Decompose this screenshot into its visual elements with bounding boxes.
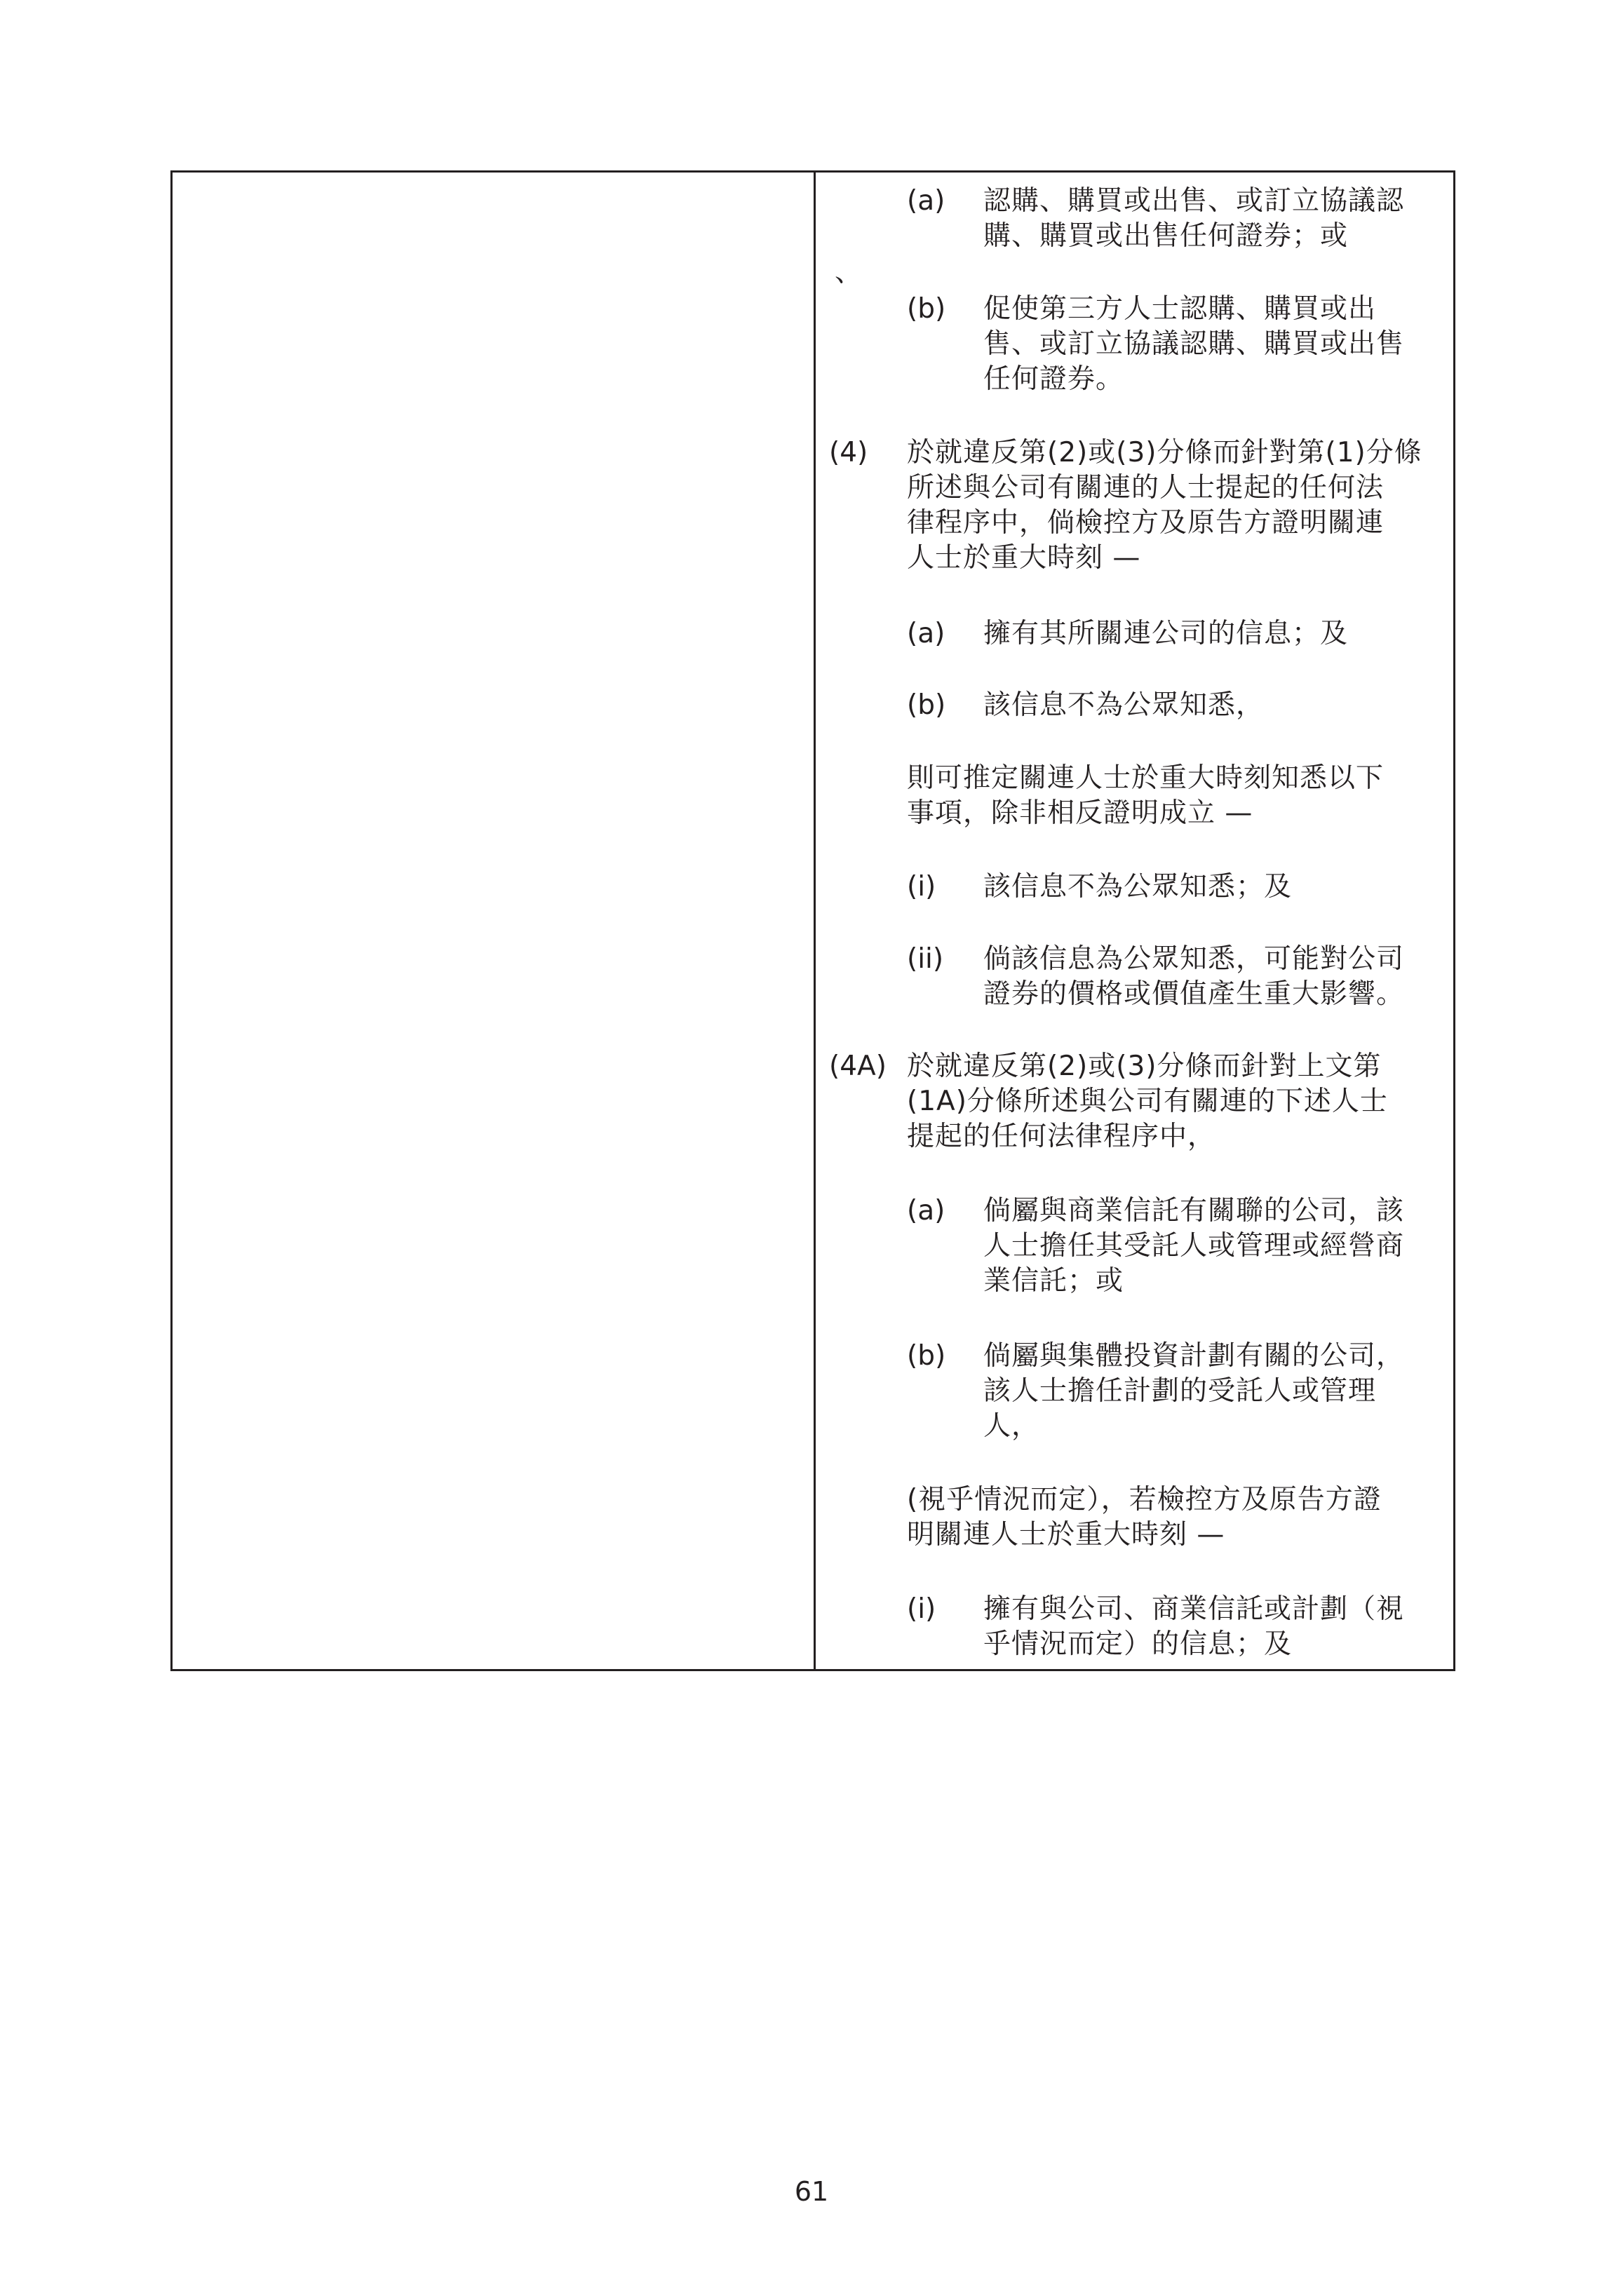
item-label: (a) <box>907 185 945 217</box>
item-text: 該人士擔任計劃的受託人或管理 <box>983 1375 1377 1407</box>
paragraph-text: (視乎情況而定），若檢控方及原告方證 <box>907 1484 1382 1515</box>
item-text: 擁有其所關連公司的信息；及 <box>983 618 1349 649</box>
item-text: 於就違反第(2)或(3)分條而針對第(1)分條 <box>907 437 1422 468</box>
item-text: 售、或訂立協議認購、購買或出售 <box>983 328 1405 360</box>
item-text: 購、購買或出售任何證券；或 <box>983 220 1349 252</box>
item-text: 提起的任何法律程序中， <box>907 1121 1216 1152</box>
item-text: 人士於重大時刻 — <box>907 542 1141 574</box>
item-text: 該信息不為公眾知悉， <box>983 689 1265 721</box>
paragraph-text: 明關連人士於重大時刻 — <box>907 1519 1225 1551</box>
item-label: (ii) <box>907 943 944 975</box>
item-label: (b) <box>907 689 946 721</box>
column-divider <box>814 173 816 1669</box>
paragraph-text: 事項，除非相反證明成立 — <box>907 797 1253 829</box>
item-label: (i) <box>907 1593 936 1625</box>
item-text: (1A)分條所述與公司有關連的下述人士 <box>907 1086 1388 1117</box>
item-text: 促使第三方人士認購、購買或出 <box>983 293 1377 325</box>
item-label: (4) <box>829 437 868 468</box>
item-text: 任何證券。 <box>983 363 1124 395</box>
item-text: 倘屬與商業信託有關聯的公司，該 <box>983 1195 1405 1227</box>
item-text: 乎情況而定）的信息；及 <box>983 1628 1293 1660</box>
item-text: 人， <box>983 1410 1040 1442</box>
item-label: (b) <box>907 1340 946 1372</box>
stray-mark: 、 <box>835 257 863 288</box>
paragraph-text: 則可推定關連人士於重大時刻知悉以下 <box>907 762 1385 794</box>
page-number: 61 <box>794 2176 829 2207</box>
item-text: 倘該信息為公眾知悉，可能對公司 <box>983 943 1405 975</box>
item-label: (i) <box>907 871 936 903</box>
item-text: 認購、購買或出售、或訂立協議認 <box>983 185 1405 217</box>
item-text: 業信託；或 <box>983 1265 1124 1297</box>
item-text: 該信息不為公眾知悉；及 <box>983 871 1293 903</box>
item-label: (b) <box>907 293 946 325</box>
item-text: 倘屬與集體投資計劃有關的公司， <box>983 1340 1405 1372</box>
item-label: (a) <box>907 1195 945 1227</box>
item-text: 人士擔任其受託人或管理或經營商 <box>983 1230 1405 1262</box>
item-text: 證券的價格或價值產生重大影響。 <box>983 978 1405 1010</box>
document-table <box>170 170 1455 1671</box>
item-label: (4A) <box>829 1051 887 1082</box>
item-label: (a) <box>907 618 945 649</box>
item-text: 律程序中，倘檢控方及原告方證明關連 <box>907 507 1385 539</box>
item-text: 擁有與公司、商業信託或計劃（視 <box>983 1593 1405 1625</box>
item-text: 於就違反第(2)或(3)分條而針對上文第 <box>907 1051 1382 1082</box>
item-text: 所述與公司有關連的人士提起的任何法 <box>907 472 1385 504</box>
